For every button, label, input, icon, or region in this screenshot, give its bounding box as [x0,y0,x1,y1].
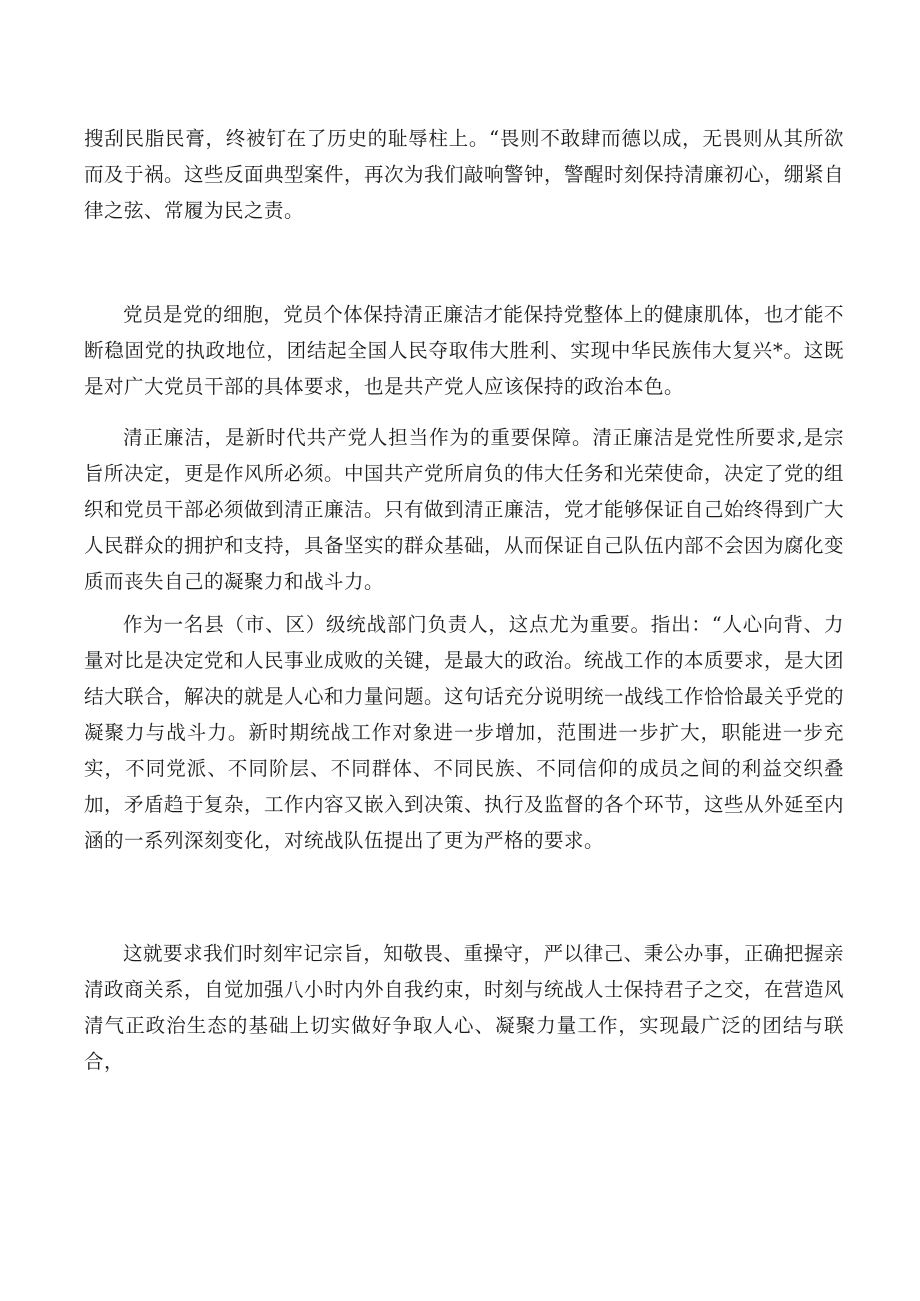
document-paragraph [84,607,844,859]
paragraph-text: 搜刮民脂民膏，终被钉在了历史的耻辱柱上。“畏则不敢肆而德以成，无畏则从其所欲而及于祸。这些反面典型案件，再次为我们敲响警钟，警醒时刻保持清廉初心，绷紧自律之弦、常履为民之责。 [84,127,845,222]
paragraph-text: 党员是党的细胞，党员个体保持清正廉洁才能保持党整体上的健康肌体，也才能不断稳固党的执政地位，团结起全国人民夺取伟大胜利、实现中华民族伟大复兴*。这既是对广大党员干部的具体要求，也是共产党人应该保持的政治本色。 [84,303,844,398]
paragraph-text: 清正廉洁，是新时代共产党人担当作为的重要保障。清正廉洁是党性所要求,是宗旨所决定，更是作风所必须。中国共产党所肩负的伟大任务和光荣使命，决定了党的组织和党员干部必须做到清正廉洁。只有做到清正廉洁，党才能够保证自己始终得到广大人民群众的拥护和支持，具备坚实的群众基础，从而保证自己队伍内部不会因为腐化变质而丧失自己的凝聚力和战斗力。 [84,426,845,593]
document-paragraph [84,297,844,405]
document-paragraph [84,420,844,600]
paragraph-text: 这就要求我们时刻牢记宗旨，知敬畏、重操守，严以律己、秉公办事，正确把握亲清政商关系，自觉加强八小时内外自我约束，时刻与统战人士保持君子之交，在营造风清气正政治生态的基础上切实做好争取人心、凝聚力量工作，实现最广泛的团结与联合， [84,942,845,1073]
document-paragraph [84,936,844,1080]
document-paragraph [84,121,844,229]
paragraph-text: 作为一名县（市、区）级统战部门负责人，这点尤为重要。指出：“人心向背、力量对比是决定党和人民事业成败的关键，是最大的政治。统战工作的本质要求，是大团结大联合，解决的就是人心和力量问题。这句话充分说明统一战线工作恰恰最关乎党的凝聚力与战斗力。新时期统战工作对象进一步增加，范围进一步扩大，职能进一步充实，不同党派、不同阶层、不同群体、不同民族、不同信仰的成员之间的利益交织叠加，矛盾趋于复杂，工作内容又嵌入到决策、执行及监督的各个环节，这些从外延至内涵的一系列深刻变化，对统战队伍提出了更为严格的要求。 [84,613,845,852]
